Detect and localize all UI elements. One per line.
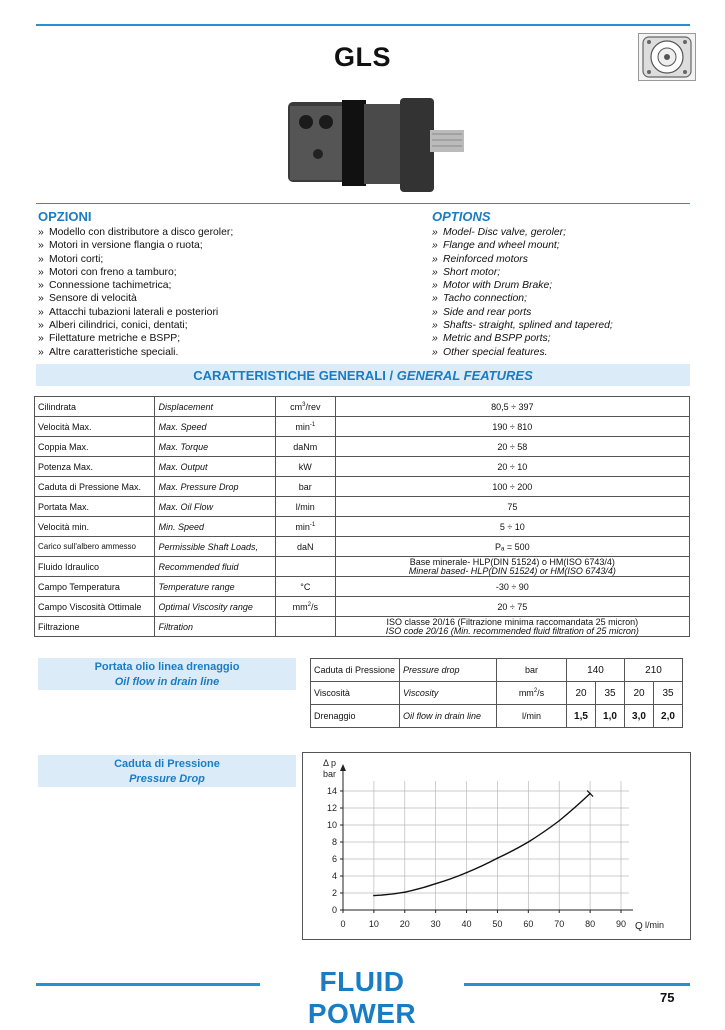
unit-sup: 2 [307,601,311,608]
drain-row3-unit: l/min [497,705,567,728]
feature-value-cell [335,497,689,517]
drain-viscosity-value: 20 [567,682,596,705]
list-item: » Model- Disc valve, geroler; [432,226,613,239]
table-row [35,437,690,457]
x-tick-label: 0 [340,919,346,929]
footer-rule-right [464,983,690,986]
options-rule [36,203,690,204]
drain-flow-banner-en: Oil flow in drain line [114,676,220,688]
x-tick-label: 30 [430,919,441,929]
y-tick-label: 0 [331,905,337,915]
feature-value: 100 ÷ 200 [492,481,533,492]
feature-value-en: ISO code 20/16 (Min. recommended fluid filtration of 25 micron) [385,625,639,636]
data-point [466,872,468,874]
unit-sup: -1 [309,421,316,428]
feature-label-en: Filtration [155,617,275,637]
drain-row1-unit: bar [497,659,567,682]
list-item: » Sensore di velocità [38,292,233,305]
drain-row2-en: Viscosity [400,682,497,705]
list-item: » Motori corti; [38,253,233,266]
y-tick-label: 2 [331,888,337,898]
feature-label-it: Campo Temperatura [35,577,155,597]
data-point [435,883,437,885]
data-point [373,895,375,897]
feature-label-it: Carico sull'albero ammesso [35,537,155,557]
feature-label-it: Cilindrata [35,397,155,417]
list-item: » Shafts- straight, splined and tapered; [432,319,613,332]
feature-unit [275,497,335,517]
feature-unit [275,517,335,537]
unit-base: l/min [295,501,315,512]
feature-unit [275,477,335,497]
feature-label-en: Displacement [155,397,275,417]
data-point [528,841,530,843]
feature-value-cell [335,437,689,457]
footer-brand: FLUID POWER [307,966,417,1029]
feature-value: 5 ÷ 10 [499,521,525,532]
drain-flow-value: 2,0 [654,705,683,728]
table-row [35,497,690,517]
general-features-heading-it: CARATTERISTICHE GENERALI / [193,368,397,383]
list-item: » Altre caratteristiche speciali. [38,346,233,359]
feature-label-it: Velocità Max. [35,417,155,437]
unit-tail: /s [310,601,318,612]
drain-pressure-140: 140 [567,659,625,682]
list-item: » Filettature metriche e BSPP; [38,332,233,345]
list-item: » Short motor; [432,266,613,279]
feature-label-it: Campo Viscosità Ottimale [35,597,155,617]
feature-label-it: Portata Max. [35,497,155,517]
feature-value-cell [335,537,689,557]
feature-value: -30 ÷ 90 [495,581,529,592]
drain-viscosity-value: 35 [596,682,625,705]
x-axis-label: l/min [645,920,665,930]
unit-base: daNm [293,441,318,452]
table-row [35,617,690,637]
unit-base: mm [292,601,308,612]
x-tick-label: 90 [615,919,627,929]
drain-row2-it: Viscosità [311,682,400,705]
general-features-table [34,396,690,637]
feature-value-cell [335,597,689,617]
unit-tail: /rev [305,401,321,412]
table-row [35,517,690,537]
data-point [497,857,499,859]
feature-value-cell [335,397,689,417]
page-number: 75 [660,990,675,1005]
feature-label-en: Recommended fluid [155,557,275,577]
y-axis-label: bar [323,769,337,779]
page-title: GLS [333,42,391,72]
y-tick-label: 4 [331,871,337,881]
y-axis-arrow-icon [340,764,346,771]
list-item: » Side and rear ports [432,306,613,319]
options-heading-en: OPTIONS [432,209,491,224]
feature-value: 20 ÷ 75 [497,601,528,612]
feature-label-it: Caduta di Pressione Max. [35,477,155,497]
feature-label-en: Max. Pressure Drop [155,477,275,497]
y-tick-label: 6 [331,854,337,864]
drain-flow-table [310,658,683,728]
unit-sup: 2 [533,688,538,694]
drain-flow-value: 3,0 [625,705,654,728]
feature-value: Pₐ = 500 [495,541,530,552]
drain-viscosity-value: 20 [625,682,654,705]
feature-unit [275,617,335,637]
list-item: » Flange and wheel mount; [432,239,613,252]
table-row [35,417,690,437]
table-row [35,597,690,617]
table-row [35,477,690,497]
product-logo [638,33,696,81]
table-row [35,537,690,557]
unit-tail: /s [537,688,545,698]
feature-label-en: Max. Speed [155,417,275,437]
feature-value: 20 ÷ 10 [497,461,528,472]
feature-value-en: Mineral based- HLP(DIN 51524) or HM(ISO 6743/4) [408,565,616,576]
feature-value-cell [335,517,689,537]
drain-flow-banner-it: Portata olio linea drenaggio [94,661,240,673]
feature-label-en: Permissible Shaft Loads, [155,537,275,557]
series-line [374,794,590,896]
list-item: » Other special features. [432,346,613,359]
unit-base: min [295,421,310,432]
feature-unit [275,457,335,477]
feature-value: 20 ÷ 58 [497,441,528,452]
drain-row2-unit [497,682,567,705]
unit-sup: 3 [302,401,306,408]
feature-label-en: Max. Output [155,457,275,477]
feature-value-cell [335,477,689,497]
feature-unit [275,577,335,597]
feature-unit [275,437,335,457]
pressure-drop-chart [303,753,690,939]
x-tick-label: 60 [523,919,534,929]
y-tick-label: 12 [326,803,337,813]
options-list-en [432,226,613,359]
drain-viscosity-value: 35 [654,682,683,705]
unit-sup: -1 [309,521,316,528]
feature-unit [275,397,335,417]
list-item: » Alberi cilindrici, conici, dentati; [38,319,233,332]
feature-label-it: Fluido Idraulico [35,557,155,577]
drain-row3-it: Drenaggio [311,705,400,728]
feature-unit [275,417,335,437]
list-item: » Motor with Drum Brake; [432,279,613,292]
feature-value-cell [335,457,689,477]
options-list-it [38,226,233,359]
x-tick-label: 70 [554,919,565,929]
feature-unit [275,557,335,577]
x-tick-label: 80 [585,919,596,929]
general-features-heading [36,368,690,383]
drain-pressure-210: 210 [625,659,683,682]
pressure-drop-banner-it: Caduta di Pressione [114,758,220,770]
table-row [311,659,683,682]
feature-label-en: Temperature range [155,577,275,597]
feature-unit [275,537,335,557]
feature-label-it: Coppia Max. [35,437,155,457]
table-row [311,682,683,705]
feature-value: 80,5 ÷ 397 [491,401,534,412]
table-row [35,397,690,417]
data-point [404,891,406,893]
feature-label-it: Filtrazione [35,617,155,637]
y-axis-symbol: Δ p [323,758,337,768]
y-tick-label: 8 [331,837,337,847]
y-tick-label: 10 [326,820,337,830]
unit-base: cm [290,401,303,412]
x-tick-label: 50 [492,919,503,929]
list-item: » Motori con freno a tamburo; [38,266,233,279]
feature-value: 75 [507,501,518,512]
options-heading-it: OPZIONI [38,209,92,224]
table-row [35,557,690,577]
list-item: » Connessione tachimetrica; [38,279,233,292]
feature-value: 190 ÷ 810 [492,421,533,432]
feature-label-en: Max. Torque [155,437,275,457]
list-item: » Reinforced motors [432,253,613,266]
data-point [558,820,560,822]
pressure-drop-chart-frame [302,752,691,940]
feature-unit [275,597,335,617]
list-item: » Tacho connection; [432,292,613,305]
pressure-drop-banner-en: Pressure Drop [129,773,205,785]
header-rule [36,24,690,26]
product-photo [280,92,470,202]
table-row [35,577,690,597]
feature-label-en: Min. Speed [155,517,275,537]
unit-base: mm [518,688,534,698]
feature-value-cell [335,617,689,637]
x-tick-label: 40 [461,919,472,929]
unit-base: bar [298,481,312,492]
unit-base: kW [298,461,312,472]
x-axis-symbol: Q [635,921,643,932]
drain-flow-value: 1,0 [596,705,625,728]
drain-row1-en: Pressure drop [400,659,497,682]
unit-base: daN [297,541,314,552]
feature-value-cell [335,417,689,437]
list-item: » Metric and BSPP ports; [432,332,613,345]
table-row [311,705,683,728]
unit-base: min [295,521,310,532]
general-features-heading-en: GENERAL FEATURES [396,368,533,383]
unit-base: °C [300,581,311,592]
feature-label-en: Max. Oil Flow [155,497,275,517]
feature-value: ISO classe 20/16 (Filtrazione minima raccomandata 25 micron) [386,616,639,627]
footer-rule-left [36,983,260,986]
drain-row3-en: Oil flow in drain line [400,705,497,728]
table-row [35,457,690,477]
drain-row1-it: Caduta di Pressione [311,659,400,682]
feature-label-en: Optimal Viscosity range [155,597,275,617]
feature-label-it: Velocità min. [35,517,155,537]
x-tick-label: 20 [399,919,410,929]
feature-label-it: Potenza Max. [35,457,155,477]
list-item: » Motori in versione flangia o ruota; [38,239,233,252]
feature-value-cell [335,557,689,577]
feature-value-cell [335,577,689,597]
list-item: » Modello con distributore a disco geroler; [38,226,233,239]
y-tick-label: 14 [326,786,337,796]
feature-value: Base minerale- HLP(DIN 51524) o HM(ISO 6743/4) [409,556,615,567]
x-tick-label: 10 [368,919,379,929]
list-item: » Attacchi tubazioni laterali e posteriori [38,306,233,319]
motor-face-icon [639,34,695,80]
drain-flow-value: 1,5 [567,705,596,728]
